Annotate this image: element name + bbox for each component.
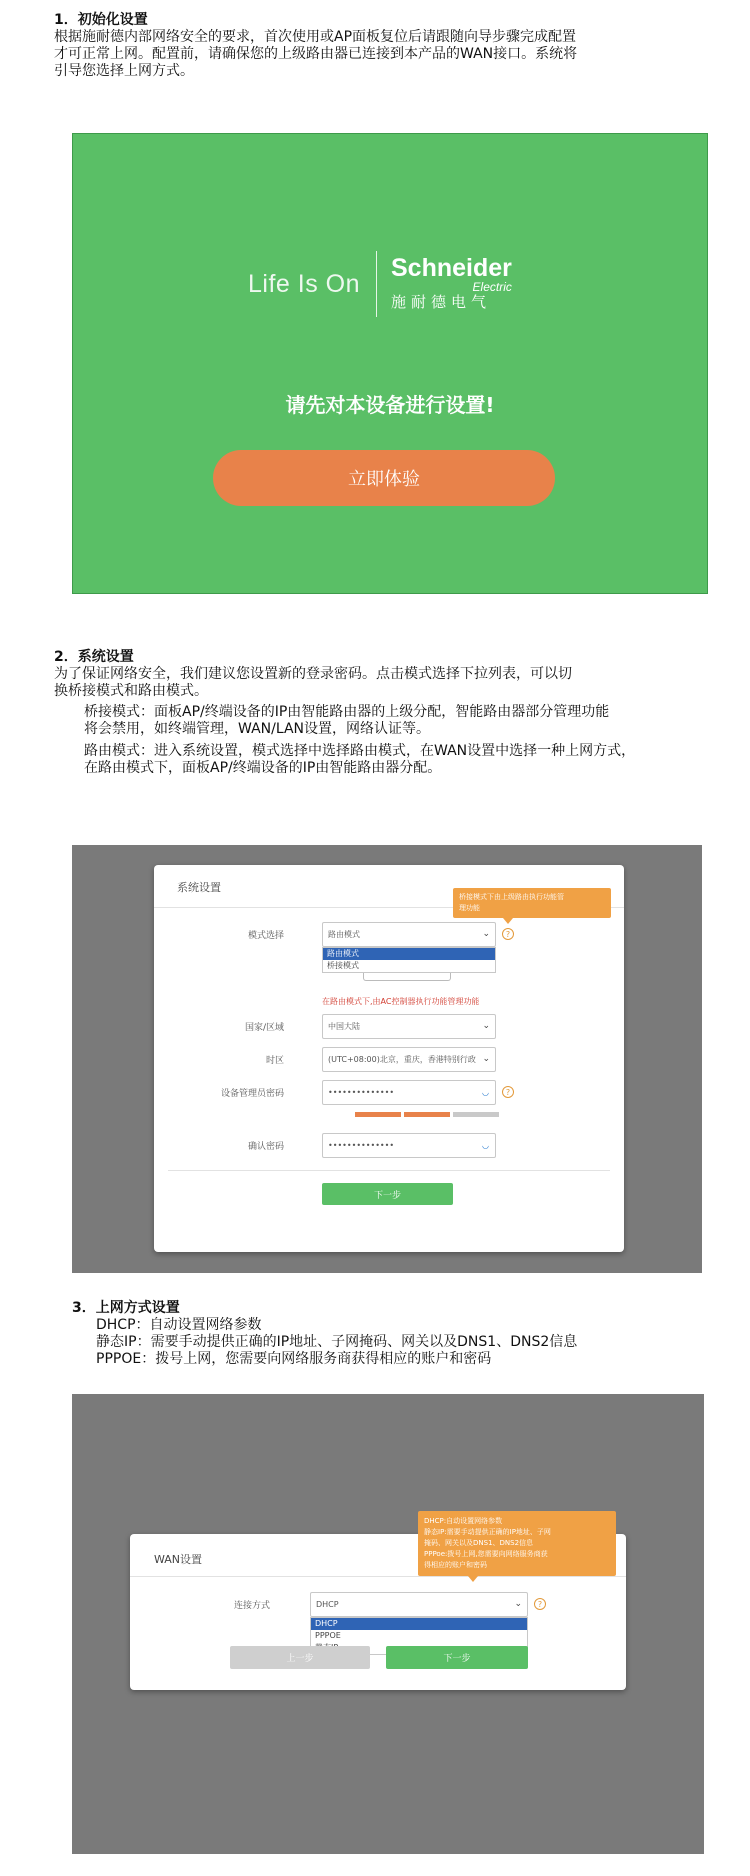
system-settings-card xyxy=(154,865,624,1252)
admin-password-input[interactable] xyxy=(322,1080,496,1105)
mode-tooltip xyxy=(453,888,611,918)
next-button[interactable]: 下一步 xyxy=(322,1183,453,1205)
eye-icon[interactable]: ◡ xyxy=(482,1141,489,1150)
router-mode-warning: 在路由模式下,由AC控制器执行功能管理功能 xyxy=(322,997,480,1006)
mode-option[interactable]: 路由模式 xyxy=(323,948,495,960)
chevron-down-icon: ⌄ xyxy=(482,1054,490,1064)
section2-text xyxy=(54,649,635,777)
section2-heading: 2．系统设置 xyxy=(54,649,134,665)
confirm-password-value: •••••••••••••• xyxy=(328,1141,395,1150)
section3-heading: 3．上网方式设置 xyxy=(72,1300,180,1316)
router-mode-line: 在路由模式下，面板AP/终端设备的IP由智能路由器分配。 xyxy=(84,760,442,776)
brand-logo-row xyxy=(248,244,512,324)
timezone-select[interactable] xyxy=(322,1047,496,1072)
connection-type-explanations xyxy=(72,1317,577,1368)
chevron-down-icon: ⌄ xyxy=(482,1021,490,1031)
connection-type-label: 连接方式 xyxy=(233,1601,270,1611)
section2-line: 为了保证网络安全，我们建议您设置新的登录密码。点击模式选择下拉列表，可以切 xyxy=(54,666,572,682)
start-experience-button[interactable]: 立即体验 xyxy=(213,450,555,506)
brand-sub: Electric xyxy=(472,280,512,294)
connection-option[interactable]: DHCP xyxy=(311,1618,527,1630)
card-title: 系统设置 xyxy=(177,881,221,894)
bridge-mode-line: 将会禁用，如终端管理，WAN/LAN设置，网络认证等。 xyxy=(84,721,431,737)
mode-select-value: 路由模式 xyxy=(328,930,360,939)
card-title: WAN设置 xyxy=(154,1553,203,1566)
eye-icon[interactable]: ◡ xyxy=(482,1088,489,1097)
section3-line: 静态IP：需要手动提供正确的IP地址、子网掩码、网关以及DNS1、DNS2信息 xyxy=(96,1334,578,1350)
password-strength-bar xyxy=(404,1112,450,1117)
connection-type-value: DHCP xyxy=(316,1600,339,1609)
splash-heading: 请先对本设备进行设置! xyxy=(285,393,495,417)
region-select[interactable] xyxy=(322,1014,496,1039)
section1-line: 引导您选择上网方式。 xyxy=(54,63,194,79)
mode-label: 模式选择 xyxy=(247,931,284,941)
section3-text xyxy=(72,1300,577,1368)
confirm-password-label: 确认密码 xyxy=(247,1142,284,1152)
tooltip-line: 桥接模式下由上级路由执行功能管 xyxy=(459,893,564,901)
dropdown-handle xyxy=(363,973,451,981)
schneider-logo xyxy=(391,255,512,313)
section1-line: 根据施耐德内部网络安全的要求，首次使用或AP面板复位后请跟随向导步骤完成配置 xyxy=(54,29,577,45)
region-select-value: 中国大陆 xyxy=(328,1022,360,1031)
chevron-down-icon: ⌄ xyxy=(514,1599,522,1609)
brand-divider xyxy=(376,251,377,317)
wan-settings-screenshot xyxy=(72,1394,704,1854)
previous-button[interactable]: 上一步 xyxy=(230,1646,370,1669)
connection-option[interactable]: PPPOE xyxy=(315,1631,341,1640)
brand-name: Schneider xyxy=(391,254,512,282)
connection-tooltip xyxy=(418,1511,616,1576)
admin-password-label: 设备管理员密码 xyxy=(220,1089,284,1099)
tooltip-line: 掩码、网关以及DNS1、DNS2信息 xyxy=(424,1539,534,1547)
router-mode-line: 路由模式：进入系统设置，模式选择中选择路由模式，在WAN设置中选择一种上网方式， xyxy=(84,743,636,759)
connection-type-select[interactable] xyxy=(310,1592,528,1617)
section3-line: DHCP：自动设置网络参数 xyxy=(96,1317,262,1333)
region-label: 国家/区域 xyxy=(244,1023,284,1033)
welcome-splash xyxy=(72,133,708,594)
chevron-down-icon: ⌄ xyxy=(482,929,490,939)
confirm-password-input[interactable] xyxy=(322,1133,496,1158)
next-button[interactable]: 下一步 xyxy=(386,1646,528,1669)
mode-select[interactable] xyxy=(322,922,496,947)
timezone-select-value: (UTC+08:00)北京，重庆，香港特别行政 xyxy=(328,1055,476,1064)
bridge-mode-line: 桥接模式：面板AP/终端设备的IP由智能路由器的上级分配，智能路由器部分管理功能 xyxy=(84,704,610,720)
help-icon[interactable]: ? xyxy=(534,1598,546,1610)
card-divider xyxy=(168,1170,610,1171)
section1-line: 才可正常上网。配置前，请确保您的上级路由器已连接到本产品的WAN接口。系统将 xyxy=(54,46,578,62)
tooltip-line: 理功能 xyxy=(459,904,480,912)
card-divider xyxy=(130,1576,626,1577)
mode-option[interactable]: 桥接模式 xyxy=(327,961,359,970)
section2-line: 换桥接模式和路由模式。 xyxy=(54,683,208,699)
help-icon[interactable]: ? xyxy=(502,1086,514,1098)
section1-heading: 1．初始化设置 xyxy=(54,12,148,28)
password-strength-bar xyxy=(453,1112,499,1117)
tooltip-line: 得相应的账户和密码 xyxy=(424,1561,487,1569)
section1-text xyxy=(54,12,577,80)
password-strength-bar xyxy=(355,1112,401,1117)
admin-password-value: •••••••••••••• xyxy=(328,1088,395,1097)
system-settings-screenshot xyxy=(72,845,702,1273)
mode-explanations xyxy=(54,704,635,777)
help-icon[interactable]: ? xyxy=(502,928,514,940)
tooltip-line: PPPoe:拨号上网,您需要向网络服务商获 xyxy=(424,1550,548,1558)
tooltip-line: DHCP:自动设置网络参数 xyxy=(424,1517,503,1525)
brand-cn: 施耐德电气 xyxy=(391,294,492,311)
timezone-label: 时区 xyxy=(265,1056,284,1066)
mode-dropdown xyxy=(322,947,496,973)
lifeison-tagline: Life Is On xyxy=(248,269,360,298)
tooltip-line: 静态IP:需要手动提供正确的IP地址、子网 xyxy=(424,1528,551,1536)
section3-line: PPPOE：拨号上网，您需要向网络服务商获得相应的账户和密码 xyxy=(96,1351,492,1367)
